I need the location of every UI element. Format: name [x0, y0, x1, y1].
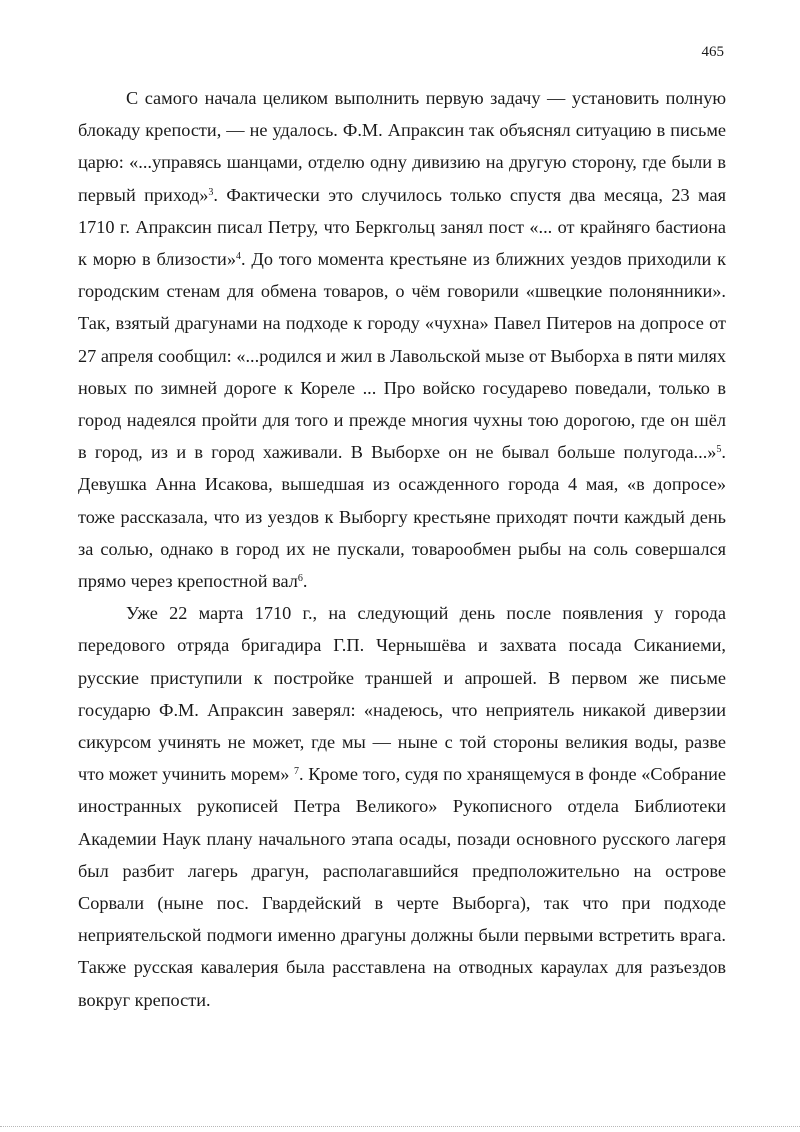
- page-bottom-edge: [0, 1126, 800, 1127]
- footnote-marker: 4: [235, 251, 241, 263]
- footnote-marker: 5: [716, 444, 722, 456]
- paragraph: [78, 82, 726, 597]
- text-run: . Девушка Анна Исакова, вышедшая из осажденного города 4 мая, «в допросе» тоже рассказала, что из уездов к Выборгу крестьяне приходят почти каждый день за солью, однако в город их не пускали, товарообмен рыбы на соль совершался прямо через крепостной вал: [78, 442, 726, 592]
- page-number: 465: [701, 44, 724, 60]
- text-run: Уже 22 марта 1710 г., на следующий день после появления у города передового отряда бригадира Г.П. Чернышёва и захвата посада Сиканиеми, русские приступили к постройке траншей и апрошей. В первом же письме государю Ф.М. Апраксин заверял: «надеюсь, что неприятель никакой диверзии сикурсом учинять не может, где мы — ныне с той стороны великия воды, разве что может учинить морем»: [78, 603, 726, 785]
- text-run: С самого начала целиком выполнить первую задачу — установить полную блокаду крепости, — не удалось. Ф.М. Апраксин так объяснял ситуацию в письме царю: «...управясь шанцами, отделю одну дивизию на другую сторону, где были в первый приход»: [78, 88, 726, 205]
- text-run: . Фактически это случилось только спустя два месяца, 23 мая 1710 г. Апраксин писал Петру, что Беркгольц занял пост «... от крайняго бастиона к морю в близости»: [78, 184, 727, 270]
- text-run: .: [302, 571, 308, 592]
- footnote-marker: 7: [294, 766, 299, 778]
- body-text: [78, 82, 726, 1016]
- text-run: . Кроме того, судя по хранящемуся в фонде «Собрание иностранных рукописей Петра Великого» Рукописного отдела Библиотеки Академии Наук плану начального этапа осады, позади основного русского лагеря был разбит лагерь драгун, располагавшийся предположительно на острове Сорвали (ныне пос. Гвардейский в черте Выборга), так что при подходе неприятельской подмоги именно драгуны должны были первыми встретить врага. Также русская кавалерия была расставлена на отводных караулах для разъездов вокруг крепости.: [78, 764, 727, 1010]
- text-run: . До того момента крестьяне из ближних уездов приходили к городским стенам для обмена товаров, о чём говорили «швецкие полонянники». Так, взятый драгунами на подходе к городу «чухна» Павел Питеров на допросе от 27 апреля сообщил: «...родился и жил в Лавольской мызе от Выборха в пяти милях новых по зимней дороге к Кореле ... Про войско государево поведали, только в город надеялся пройти для того и прежде многия чухны тою дорогою, где он шёл в город, из и в город хаживали. В Выборхе он не бывал больше полугода...»: [78, 249, 726, 463]
- footnote-marker: 6: [297, 573, 303, 585]
- footnote-marker: 3: [208, 186, 214, 198]
- paragraph: [78, 597, 726, 1016]
